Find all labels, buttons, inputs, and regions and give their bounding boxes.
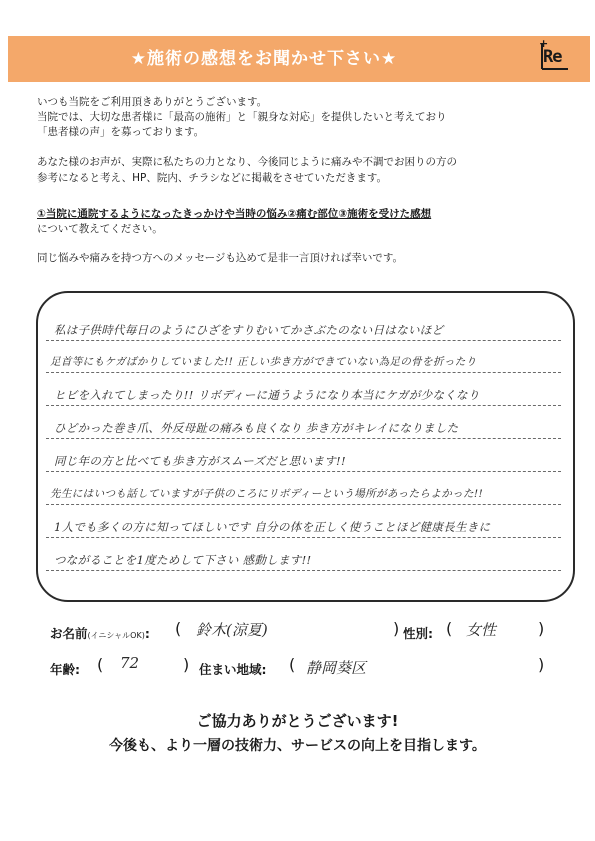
age-value: 72: [120, 654, 140, 672]
gender-close-paren: ): [538, 619, 545, 638]
logo-plus: +: [539, 37, 549, 50]
thanks-message: ご協力ありがとうございます!: [196, 712, 399, 730]
testimonial-line: つながることを1度ためして下さい 感動します!!: [54, 553, 312, 567]
intro-line: あなた様のお声が、実際に私たちの力となり、今後同じように痛みや不調でお困りの方の: [37, 156, 457, 168]
writing-line: [46, 438, 561, 439]
writing-line: [46, 471, 561, 472]
question-prompt: ①当院に通院するようになったきっかけや当時の悩み②痛む部位③施術を受けた感想: [37, 208, 432, 220]
writing-line: [46, 372, 561, 373]
testimonial-line: 私は子供時代毎日のようにひざをすりむいてかさぶたのない日はないほど: [54, 323, 444, 337]
intro-line: 当院では、大切な患者様に「最高の施術」と「親身な対応」を提供したいと考えており: [37, 111, 447, 123]
writing-line: [46, 537, 561, 538]
testimonial-line: ヒビを入れてしまったり!! リボディーに通うようになり本当にケガが少なくなり: [54, 388, 480, 402]
intro-line: 参考になると考え、HP、院内、チラシなどに掲載をさせていただきます。: [37, 172, 388, 184]
name-close-paren: ): [393, 619, 400, 638]
gender-open-paren: (: [446, 619, 453, 638]
testimonial-line: ひどかった巻き爪、外反母趾の痛みも良くなり 歩き方がキレイになりました: [54, 421, 459, 435]
area-open-paren: (: [289, 655, 296, 674]
writing-line: [46, 340, 561, 341]
clinic-logo: [539, 37, 569, 71]
closing-message: 今後も、より一層の技術力、サービスの向上を目指します。: [109, 738, 486, 754]
writing-line: [46, 405, 561, 406]
testimonial-line: 足首等にもケガばかりしていました!! 正しい歩き方ができていない為足の骨を折ったり: [50, 356, 477, 368]
area-label: 住まい地域:: [199, 662, 267, 677]
gender-value: 女性: [466, 621, 497, 639]
intro-line: 同じ悩みや痛みを持つ方へのメッセージも込めて是非一言頂ければ幸いです。: [37, 252, 404, 264]
writing-line: [46, 504, 561, 505]
header-banner: [8, 36, 590, 82]
testimonial-line: 同じ年の方と比べても歩き方がスムーズだと思います!!: [54, 454, 346, 468]
name-value: 鈴木(涼夏): [196, 621, 268, 639]
name-label: お名前(イニシャルOK):: [50, 626, 150, 641]
name-note: (イニシャルOK): [87, 631, 145, 640]
question-prompt-cont: について教えてください。: [37, 223, 163, 235]
area-close-paren: ): [538, 655, 545, 674]
age-label: 年齢:: [50, 662, 80, 677]
intro-line: 「患者様の声」を募っております。: [37, 126, 205, 138]
testimonial-line: 1人でも多くの方に知ってほしいです 自分の体を正しく使うことほど健康長生きに: [54, 520, 491, 534]
name-open-paren: (: [175, 619, 182, 638]
logo-text: Re: [543, 47, 562, 67]
age-open-paren: (: [97, 655, 104, 674]
gender-label: 性別:: [403, 626, 433, 641]
page-title: ★施術の感想をお聞かせ下さい★: [130, 49, 398, 69]
intro-line: いつも当院をご利用頂きありがとうございます。: [37, 96, 268, 108]
writing-line: [46, 570, 561, 571]
age-close-paren: ): [183, 655, 190, 674]
testimonial-line: 先生にはいつも話していますが子供のころにリボディーという場所があったらよかった!!: [50, 488, 484, 500]
area-value: 静岡葵区: [306, 659, 367, 677]
